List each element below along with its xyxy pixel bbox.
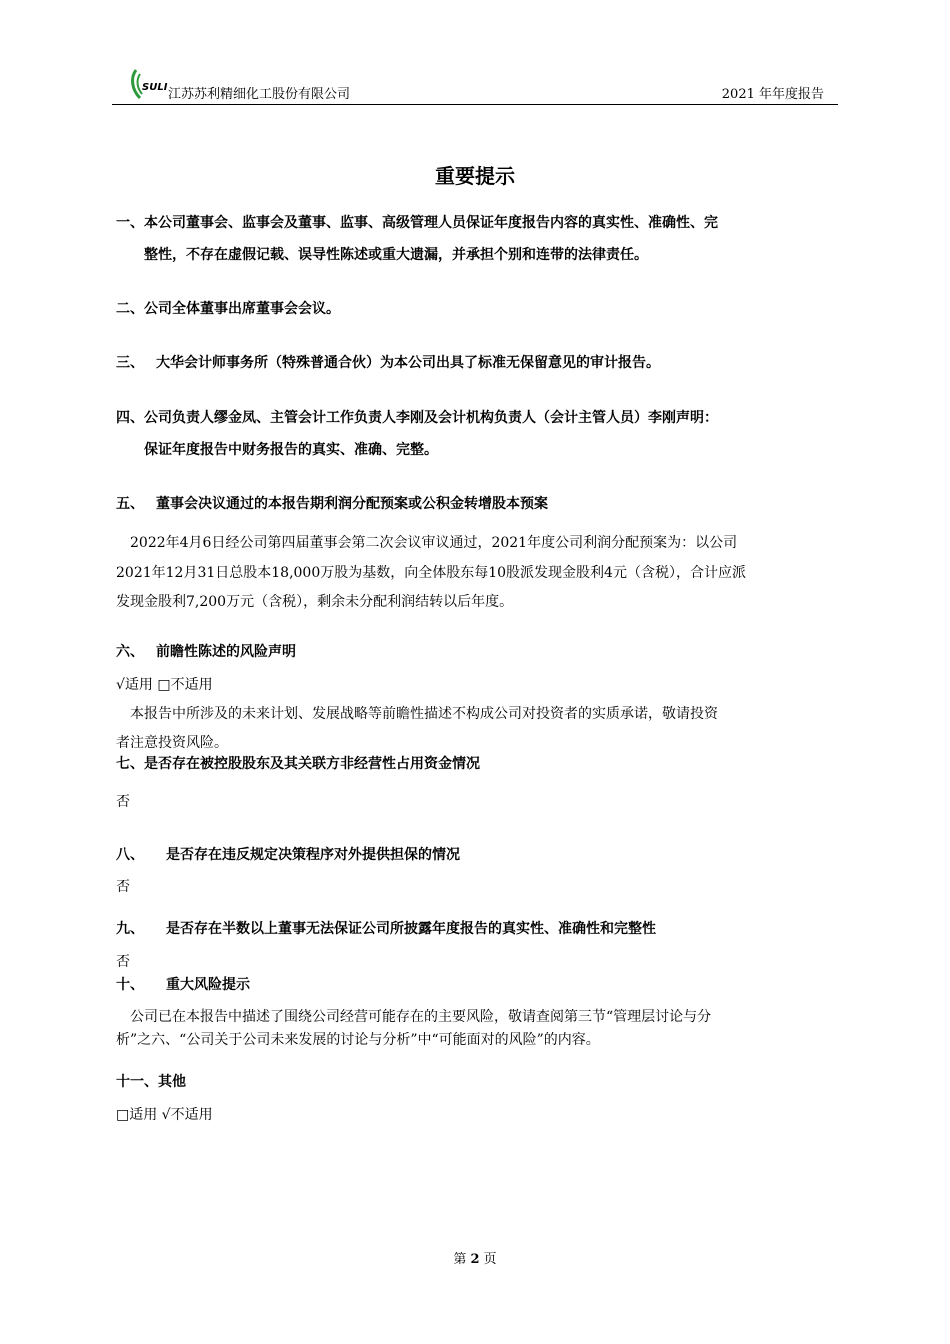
section-8-num: 八、 bbox=[116, 847, 144, 863]
section-7-answer: 否 bbox=[116, 794, 130, 810]
page-footer bbox=[0, 1248, 950, 1267]
section-8-text: 是否存在违反规定决策程序对外提供担保的情况 bbox=[166, 847, 460, 863]
page-number: 2 bbox=[470, 1252, 480, 1267]
section-7-num: 七、 bbox=[116, 756, 144, 772]
section-5-num: 五、 bbox=[116, 496, 144, 512]
section-5 bbox=[116, 493, 548, 513]
section-11 bbox=[116, 1071, 186, 1091]
section-4-text: 公司负责人缪金凤、主管会计工作负责人李刚及会计机构负责人（会计主管人员）李刚声明： bbox=[144, 410, 718, 426]
section-2 bbox=[116, 298, 340, 318]
section-9-text: 是否存在半数以上董事无法保证公司所披露年度报告的真实性、准确性和完整性 bbox=[166, 921, 656, 937]
logo-text: SULI bbox=[142, 82, 168, 93]
section-8-answer: 否 bbox=[116, 879, 130, 895]
section-9-answer: 否 bbox=[116, 954, 130, 970]
section-4 bbox=[116, 407, 718, 427]
section-4-continued: 保证年度报告中财务报告的真实、准确、完整。 bbox=[144, 442, 438, 458]
section-4-num: 四、 bbox=[116, 410, 144, 426]
section-6-body-line-1: 本报告中所涉及的未来计划、发展战略等前瞻性描述不构成公司对投资者的实质承诺，敬请投资 bbox=[130, 706, 718, 722]
section-9-num: 九、 bbox=[116, 921, 144, 937]
page-title: 重要提示 bbox=[435, 164, 515, 188]
page-header bbox=[112, 66, 838, 105]
section-8 bbox=[116, 844, 460, 864]
suli-logo bbox=[128, 66, 170, 102]
section-1-continued: 整性，不存在虚假记载、误导性陈述或重大遗漏，并承担个别和连带的法律责任。 bbox=[144, 247, 648, 263]
section-11-num: 十一、 bbox=[116, 1074, 158, 1090]
section-11-option: □适用 √不适用 bbox=[116, 1107, 213, 1123]
section-6-body-line-2: 者注意投资风险。 bbox=[116, 735, 228, 751]
section-6-num: 六、 bbox=[116, 644, 144, 660]
section-10 bbox=[116, 974, 250, 994]
section-6 bbox=[116, 641, 296, 661]
section-10-body-line-2: 析”之六、“公司关于公司未来发展的讨论与分析”中“可能面对的风险”的内容。 bbox=[116, 1032, 600, 1048]
section-7-text: 是否存在被控股股东及其关联方非经营性占用资金情况 bbox=[144, 756, 480, 772]
footer-prefix: 第 bbox=[453, 1252, 471, 1267]
section-5-body-line-2: 2021年12月31日总股本18,000万股为基数，向全体股东每10股派发现金股利4元（含税），合计应派 bbox=[116, 565, 746, 581]
section-3-text: 大华会计师事务所（特殊普通合伙）为本公司出具了标准无保留意见的审计报告。 bbox=[156, 355, 660, 371]
section-7 bbox=[116, 753, 480, 773]
footer-suffix: 页 bbox=[479, 1252, 497, 1267]
section-11-text: 其他 bbox=[158, 1074, 186, 1090]
section-5-text: 董事会决议通过的本报告期利润分配预案或公积金转增股本预案 bbox=[156, 496, 548, 512]
section-10-body-line-1: 公司已在本报告中描述了围绕公司经营可能存在的主要风险，敬请查阅第三节“管理层讨论与分 bbox=[130, 1009, 712, 1025]
section-2-text: 公司全体董事出席董事会会议。 bbox=[144, 301, 340, 317]
section-9 bbox=[116, 918, 656, 938]
company-name: 江苏苏利精细化工股份有限公司 bbox=[168, 87, 351, 102]
section-2-num: 二、 bbox=[116, 301, 144, 317]
section-1-text: 本公司董事会、监事会及董事、监事、高级管理人员保证年度报告内容的真实性、准确性、完 bbox=[144, 215, 718, 231]
section-1 bbox=[116, 212, 718, 232]
section-3 bbox=[116, 352, 660, 372]
section-6-option: √适用 □不适用 bbox=[116, 677, 213, 693]
section-5-body-line-1: 2022年4月6日经公司第四届董事会第二次会议审议通过，2021年度公司利润分配预案为：以公司 bbox=[130, 535, 738, 551]
section-5-body-line-3: 发现金股利7,200万元（含税），剩余未分配利润结转以后年度。 bbox=[116, 594, 514, 610]
section-1-num: 一、 bbox=[116, 215, 144, 231]
section-10-text: 重大风险提示 bbox=[166, 977, 250, 993]
report-title: 2021 年年度报告 bbox=[721, 87, 824, 102]
section-3-num: 三、 bbox=[116, 355, 144, 371]
section-6-text: 前瞻性陈述的风险声明 bbox=[156, 644, 296, 660]
section-10-num: 十、 bbox=[116, 977, 144, 993]
